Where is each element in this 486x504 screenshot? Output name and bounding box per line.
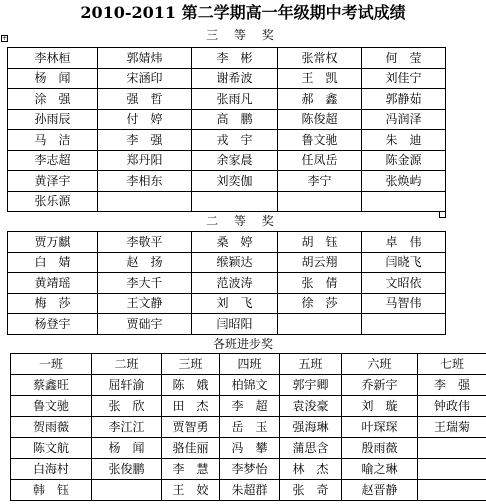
- column-header: 四班: [220, 354, 280, 375]
- table-row: [8, 171, 446, 192]
- student-name-cell: 陈 娥: [162, 375, 220, 396]
- student-name-cell: [192, 191, 278, 212]
- table-row: [8, 89, 446, 110]
- student-name-cell: 李大千: [98, 273, 192, 294]
- student-name-cell: 刘奕伽: [192, 171, 278, 192]
- table-row: [8, 273, 446, 294]
- student-name-cell: 赵晋静: [342, 480, 418, 501]
- student-name-cell: 胡云翔: [278, 252, 362, 273]
- student-name-cell: 李宁: [278, 171, 362, 192]
- student-name-cell: 张乐源: [8, 191, 98, 212]
- table-header-row: [11, 354, 486, 375]
- student-name-cell: 屈轩渝: [92, 375, 162, 396]
- student-name-cell: 王瑞菊: [418, 417, 486, 438]
- student-name-cell: 孙雨辰: [8, 109, 98, 130]
- table-row: [8, 150, 446, 171]
- student-name-cell: 蒲思含: [280, 438, 342, 459]
- table-row: [11, 480, 486, 501]
- student-name-cell: 刘 璇: [342, 396, 418, 417]
- student-name-cell: 杨 闻: [92, 438, 162, 459]
- student-name-cell: 何 莹: [362, 48, 446, 69]
- student-name-cell: 李江江: [92, 417, 162, 438]
- student-name-cell: 梅 莎: [8, 293, 98, 314]
- student-name-cell: 郭婧炜: [98, 48, 192, 69]
- student-name-cell: 宋涵印: [98, 68, 192, 89]
- table-resize-handle-icon[interactable]: [439, 211, 446, 218]
- student-name-cell: 李 彬: [192, 48, 278, 69]
- table-row: [11, 417, 486, 438]
- table-row: [11, 438, 486, 459]
- column-header: 一班: [11, 354, 92, 375]
- table-row: [8, 252, 446, 273]
- second-prize-table: [7, 231, 446, 335]
- student-name-cell: 张焕屿: [362, 171, 446, 192]
- progress-award-label: 各班进步奖: [212, 337, 273, 351]
- table-row: [8, 314, 446, 335]
- student-name-cell: 余家晨: [192, 150, 278, 171]
- student-name-cell: 桑 婷: [192, 232, 278, 253]
- student-name-cell: 赵 扬: [98, 252, 192, 273]
- second-prize-label: 二 等 奖: [206, 214, 280, 228]
- student-name-cell: 王 姣: [162, 480, 220, 501]
- student-name-cell: 强 哲: [98, 89, 192, 110]
- page-title: 2010-2011 第二学期高一年级期中考试成绩: [80, 3, 406, 22]
- student-name-cell: 刘佳宁: [362, 68, 446, 89]
- student-name-cell: 任凤岳: [278, 150, 362, 171]
- student-name-cell: [98, 191, 192, 212]
- student-name-cell: 骆佳丽: [162, 438, 220, 459]
- student-name-cell: 张 奇: [280, 480, 342, 501]
- student-name-cell: 马智伟: [362, 293, 446, 314]
- student-name-cell: 鲁文驰: [278, 130, 362, 151]
- student-name-cell: 徐 莎: [278, 293, 362, 314]
- student-name-cell: 李 强: [418, 375, 486, 396]
- student-name-cell: 闫昭阳: [192, 314, 278, 335]
- student-name-cell: 贾万麒: [8, 232, 98, 253]
- student-name-cell: 李 强: [98, 130, 192, 151]
- student-name-cell: 卓 伟: [362, 232, 446, 253]
- student-name-cell: 陈俊超: [278, 109, 362, 130]
- student-name-cell: [362, 314, 446, 335]
- third-prize-label: 三 等 奖: [206, 28, 280, 42]
- student-name-cell: 郝 鑫: [278, 89, 362, 110]
- student-name-cell: 缑颖达: [192, 252, 278, 273]
- third-prize-table: [7, 47, 446, 212]
- student-name-cell: 叶琛琛: [342, 417, 418, 438]
- table-row: [8, 109, 446, 130]
- table-row: [11, 375, 486, 396]
- column-header: 五班: [280, 354, 342, 375]
- student-name-cell: 李 超: [220, 396, 280, 417]
- student-name-cell: 郑丹阳: [98, 150, 192, 171]
- student-name-cell: 黄靖瑶: [8, 273, 98, 294]
- student-name-cell: 戎 宇: [192, 130, 278, 151]
- student-name-cell: 陈文航: [11, 438, 92, 459]
- student-name-cell: 付 婷: [98, 109, 192, 130]
- student-name-cell: 杨登宇: [8, 314, 98, 335]
- student-name-cell: 柏锦文: [220, 375, 280, 396]
- student-name-cell: 殷雨薇: [342, 438, 418, 459]
- column-header: 三班: [162, 354, 220, 375]
- student-name-cell: 涂 强: [8, 89, 98, 110]
- student-name-cell: 刘 飞: [192, 293, 278, 314]
- student-name-cell: 贾础宇: [98, 314, 192, 335]
- student-name-cell: 陈金源: [362, 150, 446, 171]
- student-name-cell: 王 凯: [278, 68, 362, 89]
- student-name-cell: 岳 玉: [220, 417, 280, 438]
- student-name-cell: 贺雨薇: [11, 417, 92, 438]
- student-name-cell: 鲁文驰: [11, 396, 92, 417]
- table-row: [11, 396, 486, 417]
- table-handle-icon[interactable]: +: [2, 35, 8, 42]
- progress-award-table: [10, 353, 486, 501]
- student-name-cell: 白海村: [11, 459, 92, 480]
- student-name-cell: 林 杰: [280, 459, 342, 480]
- student-name-cell: 田 杰: [162, 396, 220, 417]
- student-name-cell: 冯 攀: [220, 438, 280, 459]
- column-header: 二班: [92, 354, 162, 375]
- student-name-cell: 冯润泽: [362, 109, 446, 130]
- student-name-cell: 朱 迪: [362, 130, 446, 151]
- student-name-cell: 贾智勇: [162, 417, 220, 438]
- student-name-cell: 张 倩: [278, 273, 362, 294]
- student-name-cell: 高 鹏: [192, 109, 278, 130]
- student-name-cell: [418, 438, 486, 459]
- table-row: [8, 232, 446, 253]
- student-name-cell: 白 婧: [8, 252, 98, 273]
- student-name-cell: [418, 480, 486, 501]
- student-name-cell: 朱超群: [220, 480, 280, 501]
- student-name-cell: [278, 191, 362, 212]
- table-row: [8, 130, 446, 151]
- student-name-cell: [362, 191, 446, 212]
- student-name-cell: 闫晓飞: [362, 252, 446, 273]
- student-name-cell: 马 洁: [8, 130, 98, 151]
- student-name-cell: 张常权: [278, 48, 362, 69]
- student-name-cell: [418, 459, 486, 480]
- student-name-cell: 张 欣: [92, 396, 162, 417]
- student-name-cell: 张雨凡: [192, 89, 278, 110]
- student-name-cell: 乔新宇: [342, 375, 418, 396]
- table-row: [11, 459, 486, 480]
- table-row: [8, 293, 446, 314]
- student-name-cell: 喻之琳: [342, 459, 418, 480]
- student-name-cell: 范波涛: [192, 273, 278, 294]
- student-name-cell: 黄泽宇: [8, 171, 98, 192]
- student-name-cell: 袁浚豪: [280, 396, 342, 417]
- student-name-cell: 韩 钰: [11, 480, 92, 501]
- student-name-cell: 钟政伟: [418, 396, 486, 417]
- student-name-cell: 蔡鑫旺: [11, 375, 92, 396]
- student-name-cell: 王文静: [98, 293, 192, 314]
- student-name-cell: 李志超: [8, 150, 98, 171]
- student-name-cell: 郭静茹: [362, 89, 446, 110]
- student-name-cell: 谢希波: [192, 68, 278, 89]
- student-name-cell: 李 慧: [162, 459, 220, 480]
- student-name-cell: 李梦怡: [220, 459, 280, 480]
- student-name-cell: 郭宇卿: [280, 375, 342, 396]
- student-name-cell: 李相东: [98, 171, 192, 192]
- student-name-cell: 文昭依: [362, 273, 446, 294]
- student-name-cell: 张俊鹏: [92, 459, 162, 480]
- student-name-cell: 胡 钰: [278, 232, 362, 253]
- column-header: 七班: [418, 354, 486, 375]
- column-header: 六班: [342, 354, 418, 375]
- student-name-cell: [92, 480, 162, 501]
- student-name-cell: 强海琳: [280, 417, 342, 438]
- table-row: [8, 191, 446, 212]
- student-name-cell: 杨 闻: [8, 68, 98, 89]
- student-name-cell: [278, 314, 362, 335]
- table-row: [8, 48, 446, 69]
- student-name-cell: 李敬平: [98, 232, 192, 253]
- student-name-cell: 李林桓: [8, 48, 98, 69]
- table-row: [8, 68, 446, 89]
